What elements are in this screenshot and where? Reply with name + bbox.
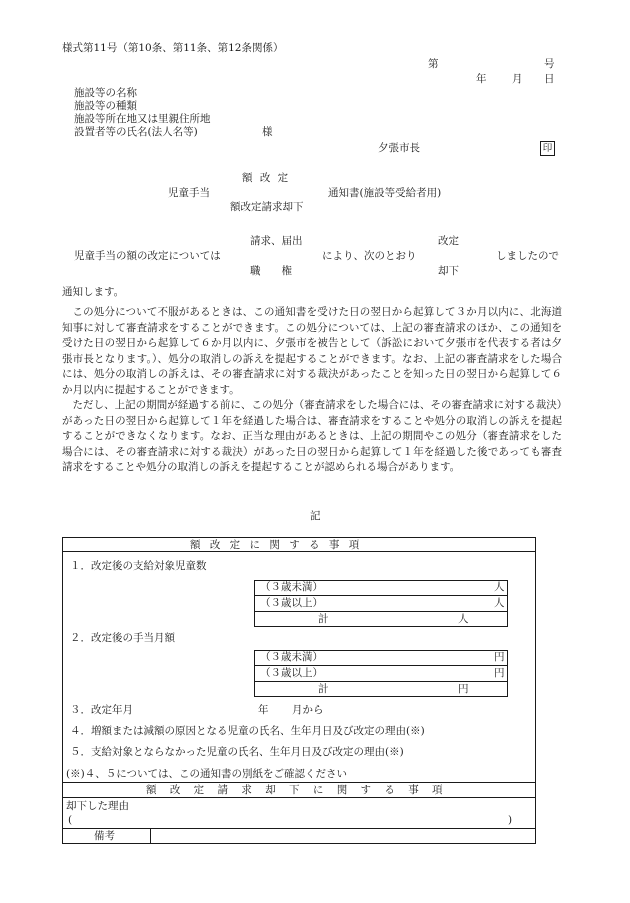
item3-month-from: 月から [292, 704, 324, 716]
child-count-over3-unit: 人 [494, 597, 505, 609]
rejection-header-rule [62, 797, 536, 798]
rejection-reason-label: 却下した理由 [66, 800, 129, 812]
reason-paren-close: ) [508, 814, 513, 826]
seal-mark: 印 [540, 141, 555, 156]
item3-year: 年 [258, 704, 269, 716]
amount-over3-unit: 円 [494, 667, 505, 679]
child-count-rule-2 [254, 611, 508, 612]
notice-paragraph-1: この処分について不服があるときは、この通知書を受けた日の翌日から起算して３か月以内に、北海道知事に対して審査請求をすることができます。この処分については、上記の審査請求のほか、この通知を受けた日の翌日から起算して６か月以内に、夕張市を被告として（訴訟において夕張市を代表する者は夕張市長となります。）、処分の取消しの訴えを提起することができます。なお、上記の審査請求をした場合には、処分の取消しの訴えは、その審査請求に対する裁決があったことを知った日の翌日から起算して６か月以内に提起することができます。 [62, 306, 562, 396]
monthly-amount-rule-2 [254, 681, 508, 682]
child-count-over3-label: （３歳以上） [260, 597, 323, 609]
option-b-bottom: 却下 [438, 265, 459, 277]
footnote: (※)４、５については、この通知書の別紙をご確認ください [66, 768, 347, 780]
facility-type-label: 施設等の種類 [74, 100, 137, 112]
item3-label: ３．改定年月 [70, 704, 133, 716]
issuer-mayor: 夕張市長 [378, 142, 420, 154]
child-count-under3-unit: 人 [494, 581, 505, 593]
remarks-label: 備考 [94, 830, 115, 842]
revision-header: 額 改 定 に 関 す る 事 項 [190, 539, 363, 551]
sentence-mid: により、次のとおり [322, 250, 417, 262]
sentence-prefix: 児童手当の額の改定については [74, 250, 221, 262]
item4-label: ４．増額または減額の原因となる児童の氏名、生年月日及び改定の理由(※) [70, 725, 425, 737]
date-day: 日 [544, 73, 555, 85]
title-right: 通知書(施設等受給者用) [328, 187, 442, 199]
notice-paragraph-2: ただし、上記の期間が経過する前に、この処分（審査請求をした場合には、その審査請求に対する裁決）があった日の翌日から起算して１年を経過した場合は、審査請求をすることや処分の取消しの訴えを提起することができなくなります。なお、正当な理由があるときは、上記の期間やこの処分（審査請求をした場合には、その審査請求に対する裁決）があった日の翌日から起算して１年を経過した後であっても審査請求をすることや処分の取消しの訴えを提起することが認められる場合があります。 [62, 399, 562, 473]
remarks-divider [150, 828, 151, 844]
sentence-suffix: しましたので [496, 250, 559, 262]
number-dai: 第 [428, 58, 439, 70]
item1-label: １．改定後の支給対象児童数 [70, 560, 207, 572]
rejection-header: 額 改 定 請 求 却 下 に 関 す る 事 項 [146, 784, 448, 796]
facility-address-label: 施設等所在地又は里親住所地 [74, 113, 211, 125]
ki-mark: 記 [310, 510, 321, 522]
founder-name-label: 設置者等の氏名(法人名等) [74, 126, 198, 138]
sentence-end: 通知します。 [62, 286, 125, 298]
facility-name-label: 施設等の名称 [74, 87, 137, 99]
option-a-bottom: 職 権 [250, 265, 292, 277]
amount-under3-label: （３歳未満） [260, 651, 323, 663]
notice-text [62, 305, 562, 476]
child-count-total-unit: 人 [458, 613, 469, 625]
form-number: 様式第11号（第10条、第11条、第12条関係） [62, 42, 284, 54]
monthly-amount-rule-1 [254, 665, 508, 666]
honorific: 様 [262, 126, 273, 138]
option-a-top: 請求、届出 [250, 235, 303, 247]
item5-label: ５．支給対象とならなかった児童の氏名、生年月日及び改定の理由(※) [70, 746, 404, 758]
amount-total-unit: 円 [458, 683, 469, 695]
amount-total-label: 計 [318, 683, 329, 695]
child-count-rule-1 [254, 595, 508, 596]
title-left: 児童手当 [168, 187, 210, 199]
amount-over3-label: （３歳以上） [260, 667, 323, 679]
date-month: 月 [512, 73, 523, 85]
child-count-total-label: 計 [318, 613, 329, 625]
option-b-top: 改定 [438, 235, 459, 247]
number-go: 号 [544, 58, 555, 70]
title-bottom: 額改定請求却下 [230, 201, 304, 213]
amount-under3-unit: 円 [494, 651, 505, 663]
item2-label: ２．改定後の手当月額 [70, 632, 175, 644]
remarks-rule [62, 828, 536, 829]
child-count-under3-label: （３歳未満） [260, 581, 323, 593]
title-top: 額 改 定 [242, 172, 291, 184]
date-year: 年 [476, 73, 487, 85]
reason-paren-open: ( [68, 814, 73, 826]
